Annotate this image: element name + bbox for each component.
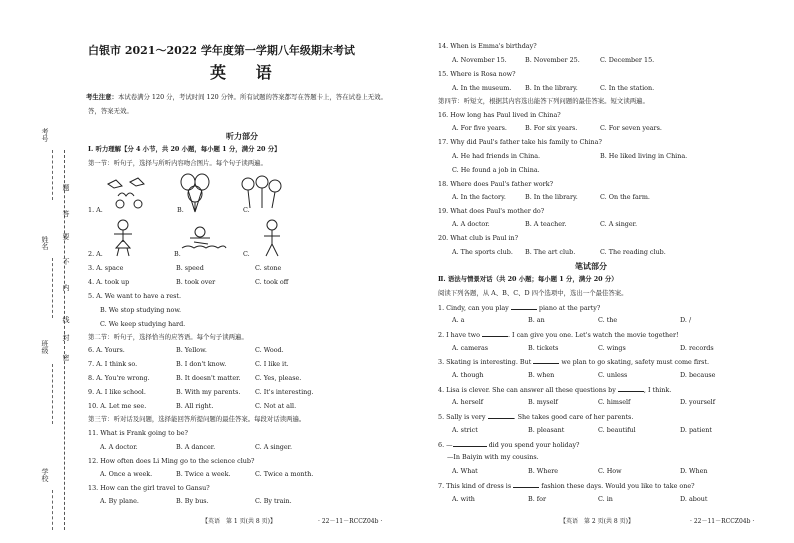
warning-char: 不 xyxy=(62,258,70,265)
g-q7-opt-c: C. in xyxy=(598,495,613,503)
sub3-instruction: 第三节：听对话及问题，选择能回答所提问题的最佳答案。每段对话读两遍。 xyxy=(88,415,306,423)
q20-opt-c: C. The reading club. xyxy=(600,248,666,256)
q17-opt-a: A. He had friends in China. xyxy=(452,152,541,160)
q19-opt-b: B. A teacher. xyxy=(525,220,567,228)
q16-stem: 16. How long has Paul lived in China? xyxy=(438,111,561,119)
g-q5-stem: 5. Sally is very . She takes good care of her parents. xyxy=(438,413,634,421)
q15-opt-b: B. In the library. xyxy=(525,84,578,92)
answer-blank xyxy=(488,412,514,419)
q1-opt-c-label: C. xyxy=(243,206,250,214)
q13-opt-a: A. By plane. xyxy=(100,497,139,505)
q11-opt-b: B. A dancer. xyxy=(176,443,216,451)
q19-opt-c: C. A singer. xyxy=(600,220,638,228)
g-q2-opt-d: D. records xyxy=(680,344,714,352)
g-q1-stem: 1. Cindy, can you play piano at the party? xyxy=(438,304,601,312)
warning-char: 题 xyxy=(62,184,70,191)
warning-char: 线 xyxy=(62,316,70,323)
sub1-instruction: 第一节：听句子，选择与所听内容吻合图片。每个句子读两遍。 xyxy=(88,159,267,167)
q9-opt-c: C. It's interesting. xyxy=(255,388,314,396)
sub2-instruction: 第二节：听句子，选择恰当的应答语。每个句子读两遍。 xyxy=(88,333,248,341)
q20-stem: 20. What club is Paul in? xyxy=(438,234,519,242)
q6-opt-c: C. Wood. xyxy=(255,346,284,354)
q10-opt-c: C. Not at all. xyxy=(255,402,297,410)
q7-opt-a: 7. A. I think so. xyxy=(88,360,138,368)
q18-stem: 18. Where does Paul's father work? xyxy=(438,180,554,188)
swimming-picture xyxy=(180,222,228,256)
g-q4-opt-c: C. himself xyxy=(598,398,631,406)
answer-blank xyxy=(533,357,559,364)
q18-opt-a: A. In the factory. xyxy=(452,193,506,201)
walking-person-picture xyxy=(258,218,288,260)
q10-opt-a: 10. A. Let me see. xyxy=(88,402,147,410)
q3-opt-b: B. speed xyxy=(176,264,204,272)
g-q4-opt-d: D. yourself xyxy=(680,398,716,406)
q12-stem: 12. How often does Li Ming go to the science club? xyxy=(88,457,255,465)
q13-opt-c: C. By train. xyxy=(255,497,292,505)
q6-opt-a: 6. A. Yours. xyxy=(88,346,125,354)
section-writing: 笔试部分 xyxy=(575,261,607,271)
q15-opt-c: C. In the station. xyxy=(600,84,655,92)
g-q2-stem: 2. I have two . I can give you one. Let's watch the movie together! xyxy=(438,331,679,339)
footer-page-number: 【英语 第 1 页(共 8 页)】 xyxy=(202,518,276,525)
q6-opt-b: B. Yellow. xyxy=(176,346,207,354)
school-label: 学校 xyxy=(41,468,49,482)
exam-no-label: 考号 xyxy=(41,128,49,142)
q5-opt-b: B. We stop studying now. xyxy=(100,306,182,314)
subject-title: 英 语 xyxy=(210,63,284,82)
q15-opt-a: A. In the museum. xyxy=(452,84,512,92)
q16-opt-b: B. For six years. xyxy=(525,124,578,132)
g-q3-stem: 3. Skating is interesting. But we plan to go skating, safety must come first. xyxy=(438,358,710,366)
birds-kites-picture xyxy=(104,176,154,210)
answer-blank xyxy=(511,303,537,310)
q13-stem: 13. How can the girl travel to Gansu? xyxy=(88,484,210,492)
q20-opt-a: A. The sports club. xyxy=(452,248,513,256)
q18-opt-b: B. In the library. xyxy=(525,193,578,201)
warning-char: 要 xyxy=(62,233,70,240)
q12-opt-c: C. Twice a month. xyxy=(255,470,314,478)
g-q6-opt-d: D. When xyxy=(680,467,708,475)
class-line xyxy=(52,364,53,424)
g-q5-opt-c: C. beautiful xyxy=(598,426,636,434)
q3-opt-c: C. stone xyxy=(255,264,282,272)
q7-opt-b: B. I don't know. xyxy=(176,360,227,368)
part2-instruction: 阅读下列各题，从 A、B、C、D 四个选项中，选出一个最佳答案。 xyxy=(438,289,628,297)
g-q2-opt-a: A. cameras xyxy=(452,344,489,352)
warning-char: 封 xyxy=(62,334,70,341)
sub4-instruction: 第四节：听短文，根据其内容选出能答下列问题的最佳答案。短文读两遍。 xyxy=(438,97,649,105)
q11-opt-a: A. A doctor. xyxy=(100,443,138,451)
q12-opt-a: A. Once a week. xyxy=(100,470,153,478)
q20-opt-b: B. The art club. xyxy=(525,248,576,256)
binding-strip xyxy=(0,0,70,543)
q7-opt-c: C. I like it. xyxy=(255,360,289,368)
g-q7-opt-d: D. about xyxy=(680,495,708,503)
q3-opt-a: 3. A. space xyxy=(88,264,124,272)
g-q6-opt-c: C. How xyxy=(598,467,622,475)
g-q3-opt-d: D. because xyxy=(680,371,716,379)
q14-opt-b: B. November 25. xyxy=(525,56,580,64)
class-label: 班级 xyxy=(41,340,49,354)
g-q4-opt-a: A. herself xyxy=(452,398,484,406)
exam-title: 白银市 2021～2022 学年度第一学期八年级期末考试 xyxy=(88,44,355,57)
g-q1-opt-b: B. an xyxy=(528,316,545,324)
g-q7-opt-b: B. for xyxy=(528,495,547,503)
g-q6-opt-a: A. What xyxy=(452,467,478,475)
g-q3-opt-c: C. unless xyxy=(598,371,628,379)
q14-opt-a: A. November 15. xyxy=(452,56,507,64)
q13-opt-b: B. By bus. xyxy=(176,497,209,505)
g-q5-opt-d: D. patient xyxy=(680,426,712,434)
g-q4-stem: 4. Lisa is clever. She can answer all these questions by , I think. xyxy=(438,386,672,394)
dancing-girl-picture xyxy=(108,218,138,258)
q4-opt-a: 4. A. took up xyxy=(88,278,130,286)
section-listening: 听力部分 xyxy=(226,131,258,141)
footer-page-number: 【英语 第 2 页(共 8 页)】 xyxy=(560,518,634,525)
g-q7-stem: 7. This kind of dress is fashion these days. Would you like to take one? xyxy=(438,482,695,490)
g-q1-opt-c: C. the xyxy=(598,316,618,324)
footer-code: · 22－11－RCCZ04b · xyxy=(690,518,755,525)
g-q2-opt-b: B. tickets xyxy=(528,344,559,352)
g-q6-opt-b: B. Where xyxy=(528,467,559,475)
q2-opt-c-label: C. xyxy=(243,250,250,258)
q8-opt-c: C. Yes, please. xyxy=(255,374,302,382)
q10-opt-b: B. All right. xyxy=(176,402,214,410)
q17-stem: 17. Why did Paul's father take his family to China? xyxy=(438,138,602,146)
q18-opt-c: C. On the farm. xyxy=(600,193,650,201)
name-line xyxy=(52,258,53,318)
q19-opt-a: A. A doctor. xyxy=(452,220,490,228)
q8-opt-b: B. It doesn't matter. xyxy=(176,374,241,382)
warning-char: 答 xyxy=(62,210,70,217)
g-q3-opt-a: A. though xyxy=(452,371,484,379)
q12-opt-b: B. Twice a week. xyxy=(176,470,231,478)
q9-opt-b: B. With my parents. xyxy=(176,388,241,396)
q11-opt-c: C. A singer. xyxy=(255,443,293,451)
q8-opt-a: 8. A. You're wrong. xyxy=(88,374,150,382)
q4-opt-b: B. took over xyxy=(176,278,216,286)
answer-blank xyxy=(482,330,508,337)
g-q5-opt-a: A. strict xyxy=(452,426,478,434)
notice-continuation: 答，答案无效。 xyxy=(88,107,133,115)
q14-opt-c: C. December 15. xyxy=(600,56,655,64)
part2-heading: Ⅱ. 语法与情景对话（共 20 小题；每小题 1 分，满分 20 分） xyxy=(438,275,618,283)
g-q1-opt-a: A. a xyxy=(452,316,465,324)
q17-opt-b: B. He liked living in China. xyxy=(600,152,688,160)
q17-opt-c: C. He found a job in China. xyxy=(452,166,540,174)
q5-opt-c: C. We keep studying hard. xyxy=(100,320,186,328)
warning-char: 内 xyxy=(62,284,70,291)
school-line xyxy=(52,490,53,530)
q2-opt-a-label: 2. A. xyxy=(88,250,103,258)
g-q4-opt-b: B. myself xyxy=(528,398,558,406)
name-label: 姓名 xyxy=(41,236,49,250)
g-q5-opt-b: B. pleasant xyxy=(528,426,565,434)
g-q6-stem: 6. — did you spend your holiday? xyxy=(438,441,580,449)
notice: 考生注意：本试卷满分 120 分，考试时间 120 分钟。所有试题的答案都写在答题卡上，答在试卷上无效。 xyxy=(86,93,387,101)
balloons-picture xyxy=(176,172,216,214)
g-q6-reply: —In Baiyin with my cousins. xyxy=(447,453,539,461)
g-q7-opt-a: A. with xyxy=(452,495,475,503)
q14-stem: 14. When is Emma's birthday? xyxy=(438,42,537,50)
g-q3-opt-b: B. when xyxy=(528,371,555,379)
q1-opt-b-label: B. xyxy=(177,206,184,214)
q16-opt-a: A. For five years. xyxy=(452,124,507,132)
q2-opt-b-label: B. xyxy=(174,250,181,258)
q19-stem: 19. What does Paul's mother do? xyxy=(438,207,545,215)
answer-blank xyxy=(513,481,539,488)
q15-stem: 15. Where is Rosa now? xyxy=(438,70,516,78)
q16-opt-c: C. For seven years. xyxy=(600,124,662,132)
g-q2-opt-c: C. wings xyxy=(598,344,626,352)
answer-blank xyxy=(618,385,644,392)
g-q1-opt-d: D. / xyxy=(680,316,692,324)
part1-heading: Ⅰ. 听力理解【分 4 小节，共 20 小题，每小题 1 分，满分 20 分】 xyxy=(88,145,281,153)
q4-opt-c: C. took off xyxy=(255,278,289,286)
q1-opt-a-label: 1. A. xyxy=(88,206,103,214)
answer-blank xyxy=(453,440,487,447)
warning-char: 密 xyxy=(62,354,70,361)
flowers-picture xyxy=(238,174,284,210)
exam-no-line xyxy=(52,150,53,200)
q9-opt-a: 9. A. I like school. xyxy=(88,388,146,396)
q11-stem: 11. What is Frank going to be? xyxy=(88,429,188,437)
footer-code: · 22－11－RCCZ04b · xyxy=(318,518,383,525)
q5-opt-a: 5. A. We want to have a rest. xyxy=(88,292,182,300)
